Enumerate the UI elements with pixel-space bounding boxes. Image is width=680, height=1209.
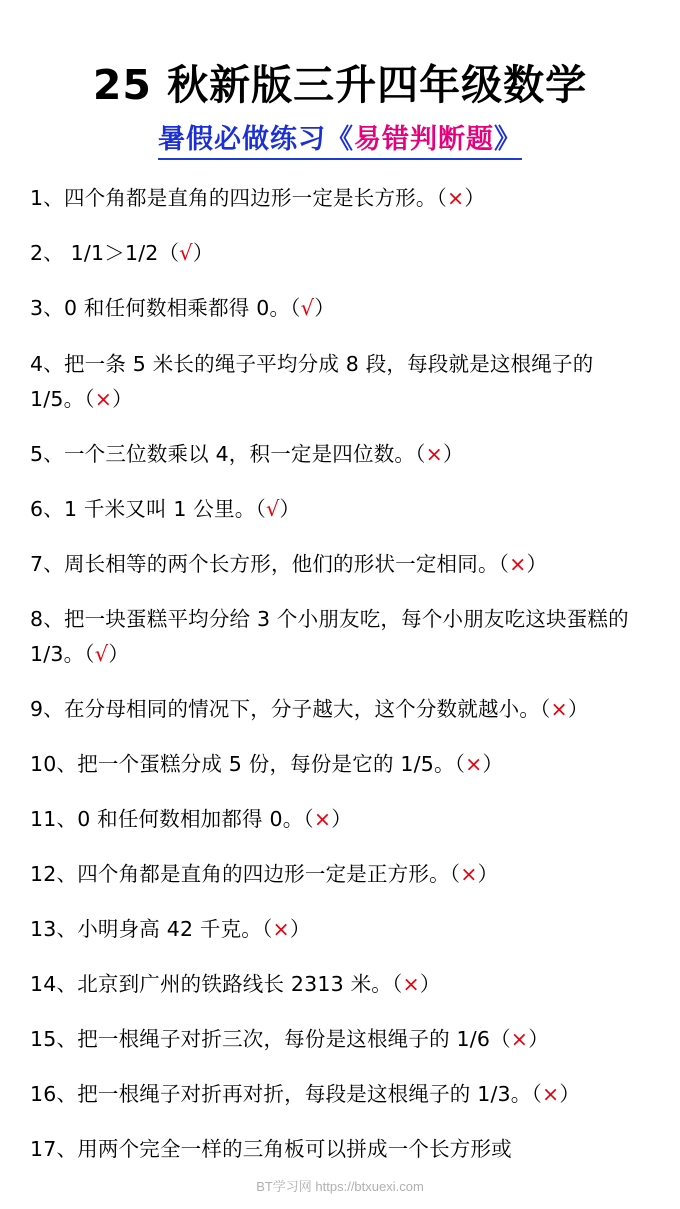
answer-mark: √	[300, 296, 315, 321]
question-number: 16、	[30, 1082, 78, 1106]
question-item	[30, 347, 650, 416]
question-tail: ）	[559, 1082, 581, 1106]
question-text: 四个角都是直角的四边形一定是正方形。（	[77, 862, 461, 887]
question-text: 把一条 5 米长的绳子平均分成 8 段，每段就是这根绳子的 1/5。（	[30, 352, 594, 411]
question-list	[30, 181, 650, 1167]
question-text: 0 和任何数相加都得 0。（	[77, 807, 314, 832]
question-text: 北京到广州的铁路线长 2313 米。（	[77, 972, 403, 997]
question-number: 15、	[30, 1027, 78, 1052]
question-number: 17、	[30, 1136, 78, 1161]
question-tail: ）	[482, 752, 504, 777]
question-text: 把一根绳子对折三次，每份是这根绳子的 1/6（	[77, 1027, 511, 1052]
question-tail: ）	[419, 972, 441, 997]
question-tail: ）	[442, 441, 464, 466]
question-item	[30, 437, 650, 471]
question-number: 4、	[30, 352, 64, 377]
question-text: 四个角都是直角的四边形一定是长方形。（	[63, 185, 448, 210]
answer-mark: ×	[94, 386, 113, 411]
question-item	[30, 747, 650, 781]
question-number: 8、	[30, 607, 64, 632]
question-text: 一个三位数乘以 4，积一定是四位数。（	[63, 441, 426, 466]
question-tail: ）	[192, 240, 214, 265]
answer-mark: √	[265, 496, 280, 521]
question-tail: ）	[289, 917, 311, 942]
question-number: 9、	[30, 697, 64, 722]
question-tail: ）	[528, 1027, 549, 1052]
answer-mark: ×	[447, 185, 465, 210]
question-tail: ）	[314, 296, 335, 321]
answer-mark: ×	[313, 807, 332, 832]
question-tail: ）	[477, 862, 499, 887]
question-item	[30, 1077, 650, 1111]
answer-mark: √	[179, 240, 193, 265]
question-item	[30, 692, 650, 726]
answer-mark: ×	[460, 862, 478, 887]
watermark: BT学习网 https://btxuexi.com	[256, 1179, 424, 1194]
question-item	[30, 802, 650, 836]
question-tail: ）	[108, 641, 130, 666]
answer-mark: ×	[272, 917, 290, 942]
question-item	[30, 181, 650, 215]
question-item	[30, 1022, 650, 1056]
question-text: 1/1＞1/2（	[63, 240, 180, 265]
question-tail: ）	[464, 185, 486, 210]
question-number: 14、	[30, 972, 78, 997]
question-number: 11、	[30, 807, 78, 832]
answer-mark: ×	[425, 441, 443, 466]
question-number: 13、	[30, 917, 78, 942]
answer-mark: ×	[541, 1082, 560, 1106]
question-text: 把一个蛋糕分成 5 份，每份是它的 1/5。（	[77, 752, 466, 777]
question-item	[30, 857, 650, 891]
question-number: 3、	[30, 296, 64, 321]
question-text: 把一块蛋糕平均分给 3 个小朋友吃，每个小朋友吃这块蛋糕的 1/3。（	[30, 607, 629, 666]
answer-mark: ×	[550, 697, 568, 722]
question-tail: ）	[279, 496, 301, 521]
question-text: 用两个完全一样的三角板可以拼成一个长方形或	[77, 1136, 512, 1161]
subtitle-container	[30, 117, 650, 160]
question-number: 7、	[30, 552, 64, 577]
subtitle-prefix: 暑假必做练习《	[158, 124, 354, 156]
answer-mark: ×	[509, 552, 527, 577]
question-item	[30, 1132, 650, 1166]
question-number: 10、	[30, 752, 78, 777]
question-item	[30, 967, 650, 1001]
question-item	[30, 291, 650, 326]
question-number: 1、	[30, 185, 64, 210]
question-tail: ）	[112, 386, 133, 411]
question-tail: ）	[331, 807, 352, 832]
page-title: 25 秋新版三升四年级数学	[92, 61, 588, 109]
answer-mark: ×	[465, 752, 483, 777]
answer-mark: √	[94, 641, 109, 666]
question-text: 把一根绳子对折再对折，每段是这根绳子的 1/3。（	[77, 1082, 542, 1106]
answer-mark: ×	[402, 972, 420, 997]
question-text: 小明身高 42 千克。（	[77, 917, 273, 942]
question-number: 6、	[30, 496, 64, 521]
question-tail: ）	[526, 552, 548, 577]
question-text: 在分母相同的情况下，分子越大，这个分数就越小。（	[63, 697, 551, 722]
subtitle-suffix: 》	[494, 124, 522, 156]
subtitle	[158, 117, 522, 160]
question-item	[30, 492, 650, 527]
question-tail: ）	[567, 697, 589, 722]
question-item	[30, 236, 650, 271]
answer-mark: ×	[510, 1027, 529, 1052]
question-text: 1 千米又叫 1 公里。（	[63, 496, 266, 521]
question-text: 0 和任何数相乘都得 0。（	[63, 296, 301, 321]
subtitle-highlight: 易错判断题	[354, 124, 494, 156]
question-item	[30, 547, 650, 581]
question-item	[30, 912, 650, 946]
question-item	[30, 602, 650, 672]
question-number: 2、	[30, 240, 64, 265]
question-number: 5、	[30, 441, 64, 466]
question-number: 12、	[30, 862, 78, 887]
question-text: 周长相等的两个长方形，他们的形状一定相同。（	[63, 552, 510, 577]
